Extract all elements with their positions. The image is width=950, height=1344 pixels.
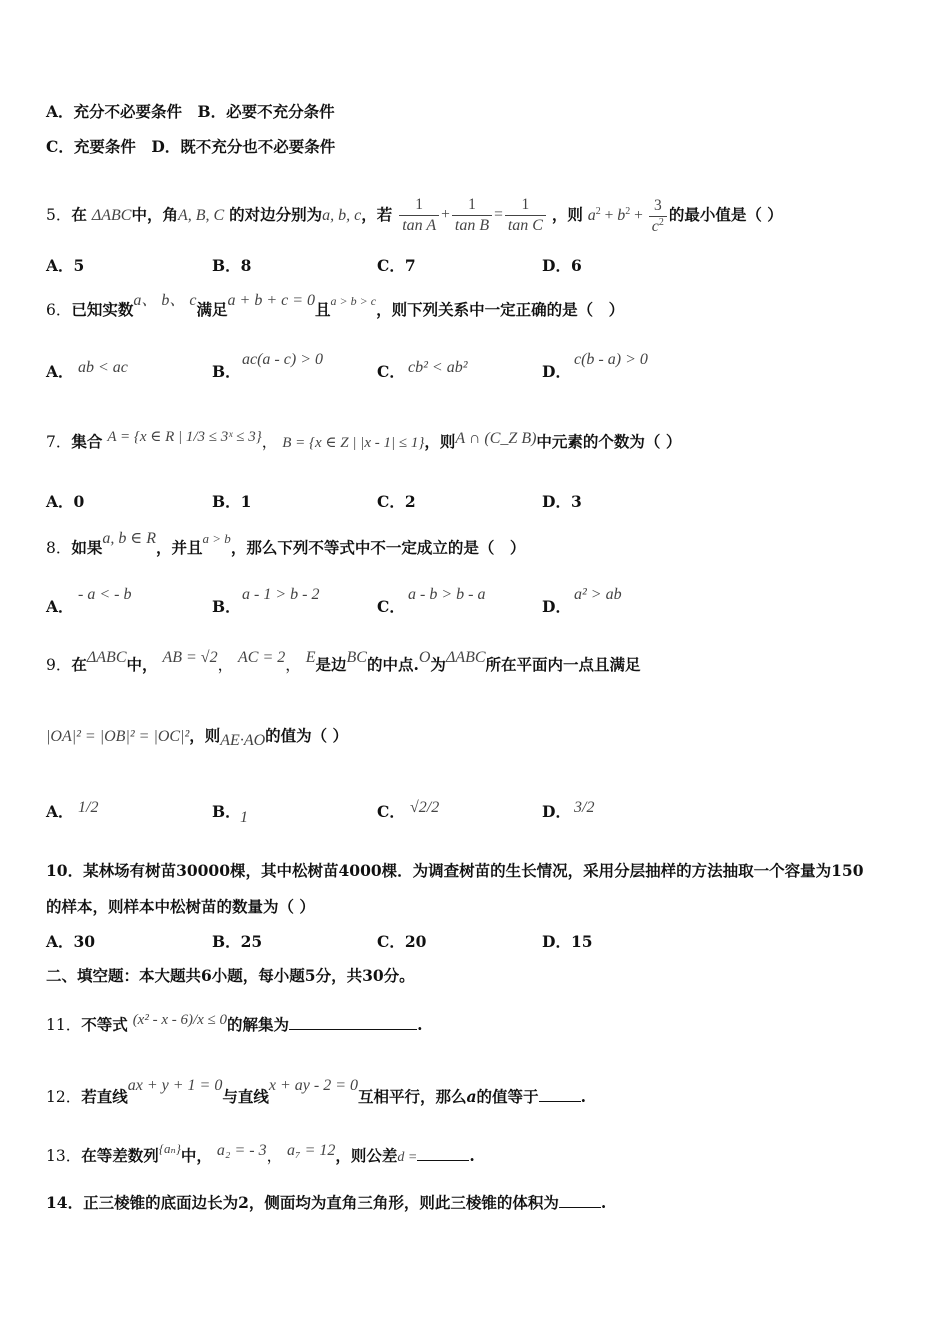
q10-option-c: C．20 [377,932,427,951]
q6-condition2: a > b > c [330,294,377,308]
q7-option-d: D．3 [542,492,582,511]
q6-option-b: ac(a - c) > 0 [242,351,323,368]
q8-label-b: B． [212,597,241,616]
q10-stem-line1: 10．某林场有树苗30000棵，其中松树苗4000棵．为调查树苗的生长情况，采用分层抽样的方法抽取一个容量为150 [46,861,864,880]
q8-condition1: a, b ∈ R [102,530,157,547]
q12-line2: x + ay - 2 = 0 [268,1077,358,1094]
section-heading: 二、填空题：本大题共6小题，每小题5分，共30分。 [46,966,415,985]
q6-option-d: c(b - a) > 0 [574,351,648,368]
q8-option-d: a² > ab [574,586,622,603]
q7-set-a: A = {x ∈ R | 1/3 ≤ 3ˣ ≤ 3} [107,429,262,445]
q6-label-b: B． [212,362,241,381]
q8-condition2: a > b [202,531,231,546]
q6-label-c: C． [377,362,405,381]
q6-option-c: cb² < ab² [408,359,468,376]
q7-expr: A ∩ (C_Z B) [455,430,537,447]
q6-vars: a、 b、 c [133,292,197,309]
q9-stem: 9．在ΔABC中， AB = √2， AC = 2， E是边BC的中点.O为ΔABC所在平面内一点且满足 [46,649,641,674]
q9-label-d: D． [542,802,571,821]
q8-label-d: D． [542,597,571,616]
q5-option-b: B．8 [212,256,252,275]
q5-triangle: ΔABC [91,207,132,225]
q9-label-c: C． [377,802,405,821]
q12-answer-blank[interactable] [539,1087,581,1102]
q14-answer-blank[interactable] [559,1193,601,1208]
q5-angles: A, B, C [177,207,225,225]
q9-condition: |OA|² = |OB|² = |OC|² [46,728,190,745]
q9-ac: AC = 2 [238,649,286,666]
q6-stem: 6．已知实数a、 b、 c满足a + b + c = 0且$^{a > b > c}$，则下列关系中一定正确的是（ ） [46,292,625,319]
q10-option-d: D．15 [542,932,593,951]
q4-options-line1: A．充分不必要条件 B．必要不充分条件 [46,102,335,121]
q5-option-c: C．7 [377,256,416,275]
q5-equation: $\frac{1}{\text{tan A}}$ + $\frac{1}{\text{tan B}}$ = $\frac{1}{\text{tan C}}$ [397,206,552,223]
q6-option-a: ab < ac [78,359,128,376]
q8-label-a: A． [46,597,74,616]
q8-stem: 8．如果a, b ∈ R，并且$^{a > b}$，那么下列不等式中不一定成立的是（ ） [46,530,526,557]
q14-stem: 14．正三棱锥的底面边长为2，侧面均为直角三角形，则此三棱锥的体积为 . [46,1193,607,1212]
q4-options-line2: C．充要条件 D．既不充分也不必要条件 [46,137,336,156]
q13-a7: a₇ = 12 [287,1142,336,1159]
q11-expr: (x² - x - 6)/x ≤ 0 [132,1012,228,1028]
q13-a2: a₂ = - 3 [216,1142,267,1159]
q5-option-a: A．5 [46,256,85,275]
q10-stem-line2: 的样本，则样本中松树苗的数量为（ ） [46,897,315,916]
q5-number: 5． [46,206,72,225]
q8-option-c: a - b > b - a [408,586,486,603]
q8-option-b: a - 1 > b - 2 [242,586,320,603]
q10-option-a: A．30 [46,932,96,951]
q7-option-a: A．0 [46,492,85,511]
q6-condition1: a + b + c = 0 [227,292,316,309]
q13-stem: 13．在等差数列$^{\{a_n\}}$中， a₂ = - 3， a₇ = 12，则公差d = . [46,1141,475,1165]
q6-label-d: D． [542,362,571,381]
q12-line1: ax + y + 1 = 0 [127,1077,223,1094]
q7-set-b: B = {x ∈ Z | |x - 1| ≤ 1} [282,435,425,451]
q9-label-a: A． [46,802,74,821]
q11-stem: 11．不等式 (x² - x - 6)/x ≤ 0的解集为 . [46,1012,423,1034]
q12-stem: 12．若直线ax + y + 1 = 0与直线x + ay - 2 = 0互相平行，那么a的值等于 . [46,1077,586,1106]
q5-stem: 5．在 ΔABC中，角A, B, C 的对边分别为a, b, c，若 $\frac{1}{\text{tan A}}$ + $\frac{1}{\text{tan B}}$ = $\frac{1}{\text{tan C}}$ ，则 $a^2 + b^2$ + $\frac{3}{c^2}$ 的最小值是（ ） [46,196,783,235]
q5-sides: a, b, c [322,207,362,225]
q9-option-a: 1/2 [78,799,99,816]
q13-sequence: {aₙ} [158,1141,181,1156]
q11-answer-blank[interactable] [289,1015,417,1030]
q10-option-b: B．25 [212,932,263,951]
q5-option-d: D．6 [542,256,582,275]
q9-option-c: √2/2 [410,799,440,816]
q7-stem: 7．集合 A = {x ∈ R | 1/3 ≤ 3ˣ ≤ 3}， B = {x ∈ Z | |x - 1| ≤ 1}，则A ∩ (C_Z B)中元素的个数为（ ） [46,429,682,451]
q9-label-b: B． [212,802,241,821]
q9-stem-line2: |OA|² = |OB|² = |OC|²，则AE·AO的值为（ ） [46,726,349,749]
q5-target-expr: $a^2 + b^2$ + $\frac{3}{c^2}$ [588,207,669,224]
q6-label-a: A． [46,362,74,381]
q8-label-c: C． [377,597,405,616]
q9-ab: AB = √2 [162,649,218,666]
q13-answer-blank[interactable] [417,1146,469,1161]
q9-option-b: 1 [240,809,248,826]
q7-option-c: C．2 [377,492,416,511]
q9-expr: AE·AO [220,732,266,749]
q8-option-a: - a < - b [78,586,132,603]
q7-option-b: B．1 [212,492,252,511]
q9-option-d: 3/2 [574,799,595,816]
